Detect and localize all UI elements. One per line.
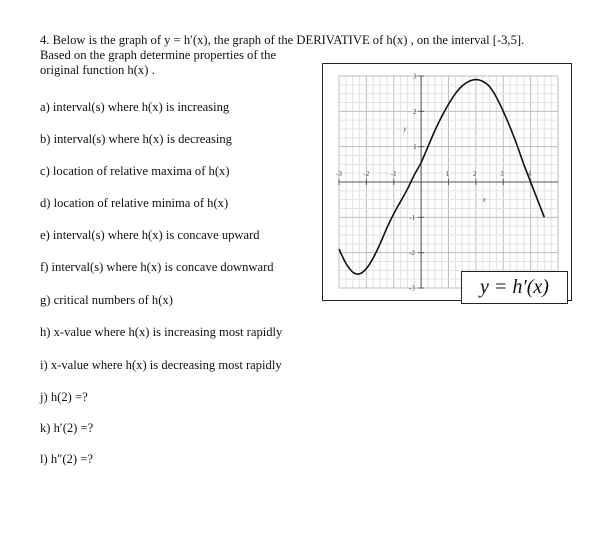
- question-k: k) h′(2) =?: [40, 421, 94, 435]
- graph-label-text: y = h′(x): [480, 276, 549, 298]
- x-tick-label: 1: [445, 170, 449, 178]
- question-i: i) x-value where h(x) is decreasing most rapidly: [40, 358, 282, 372]
- x-tick-label: 2: [472, 170, 477, 178]
- question-e: e) interval(s) where h(x) is concave upward: [40, 228, 260, 242]
- y-axis-label: y: [403, 124, 407, 133]
- intro-line-2: Based on the graph determine properties of the: [40, 48, 277, 62]
- question-b: b) interval(s) where h(x) is decreasing: [40, 132, 232, 146]
- x-tick-label: -3: [336, 170, 342, 178]
- intro-line-1: 4. Below is the graph of y = h′(x), the graph of the DERIVATIVE of h(x) , on the interval [-3,5].: [40, 33, 525, 47]
- graph-canvas: [323, 64, 571, 300]
- question-c: c) location of relative maxima of h(x): [40, 164, 230, 178]
- x-tick-label: 3: [500, 170, 504, 178]
- y-tick-label: -1: [409, 213, 415, 222]
- x-tick-label: -2: [363, 170, 370, 178]
- y-tick-label: 1: [413, 143, 417, 152]
- x-tick-label: 4: [527, 170, 532, 178]
- intro-line-3: original function h(x) .: [40, 63, 155, 77]
- y-tick-label: 2: [413, 107, 417, 116]
- question-j: j) h(2) =?: [40, 390, 88, 404]
- question-h: h) x-value where h(x) is increasing most rapidly: [40, 325, 283, 339]
- y-tick-label: 3: [413, 72, 417, 81]
- x-axis-label: x: [482, 195, 486, 204]
- y-tick-label: -3: [409, 284, 415, 293]
- graph-label: [461, 271, 568, 304]
- x-tick-label: -1: [390, 170, 397, 178]
- question-g: g) critical numbers of h(x): [40, 293, 173, 307]
- y-tick-label: -2: [409, 249, 415, 258]
- question-d: d) location of relative minima of h(x): [40, 196, 229, 210]
- question-l: l) h″(2) =?: [40, 452, 93, 466]
- question-f: f) interval(s) where h(x) is concave downward: [40, 260, 274, 274]
- question-a: a) interval(s) where h(x) is increasing: [40, 100, 230, 114]
- derivative-graph: [322, 63, 572, 301]
